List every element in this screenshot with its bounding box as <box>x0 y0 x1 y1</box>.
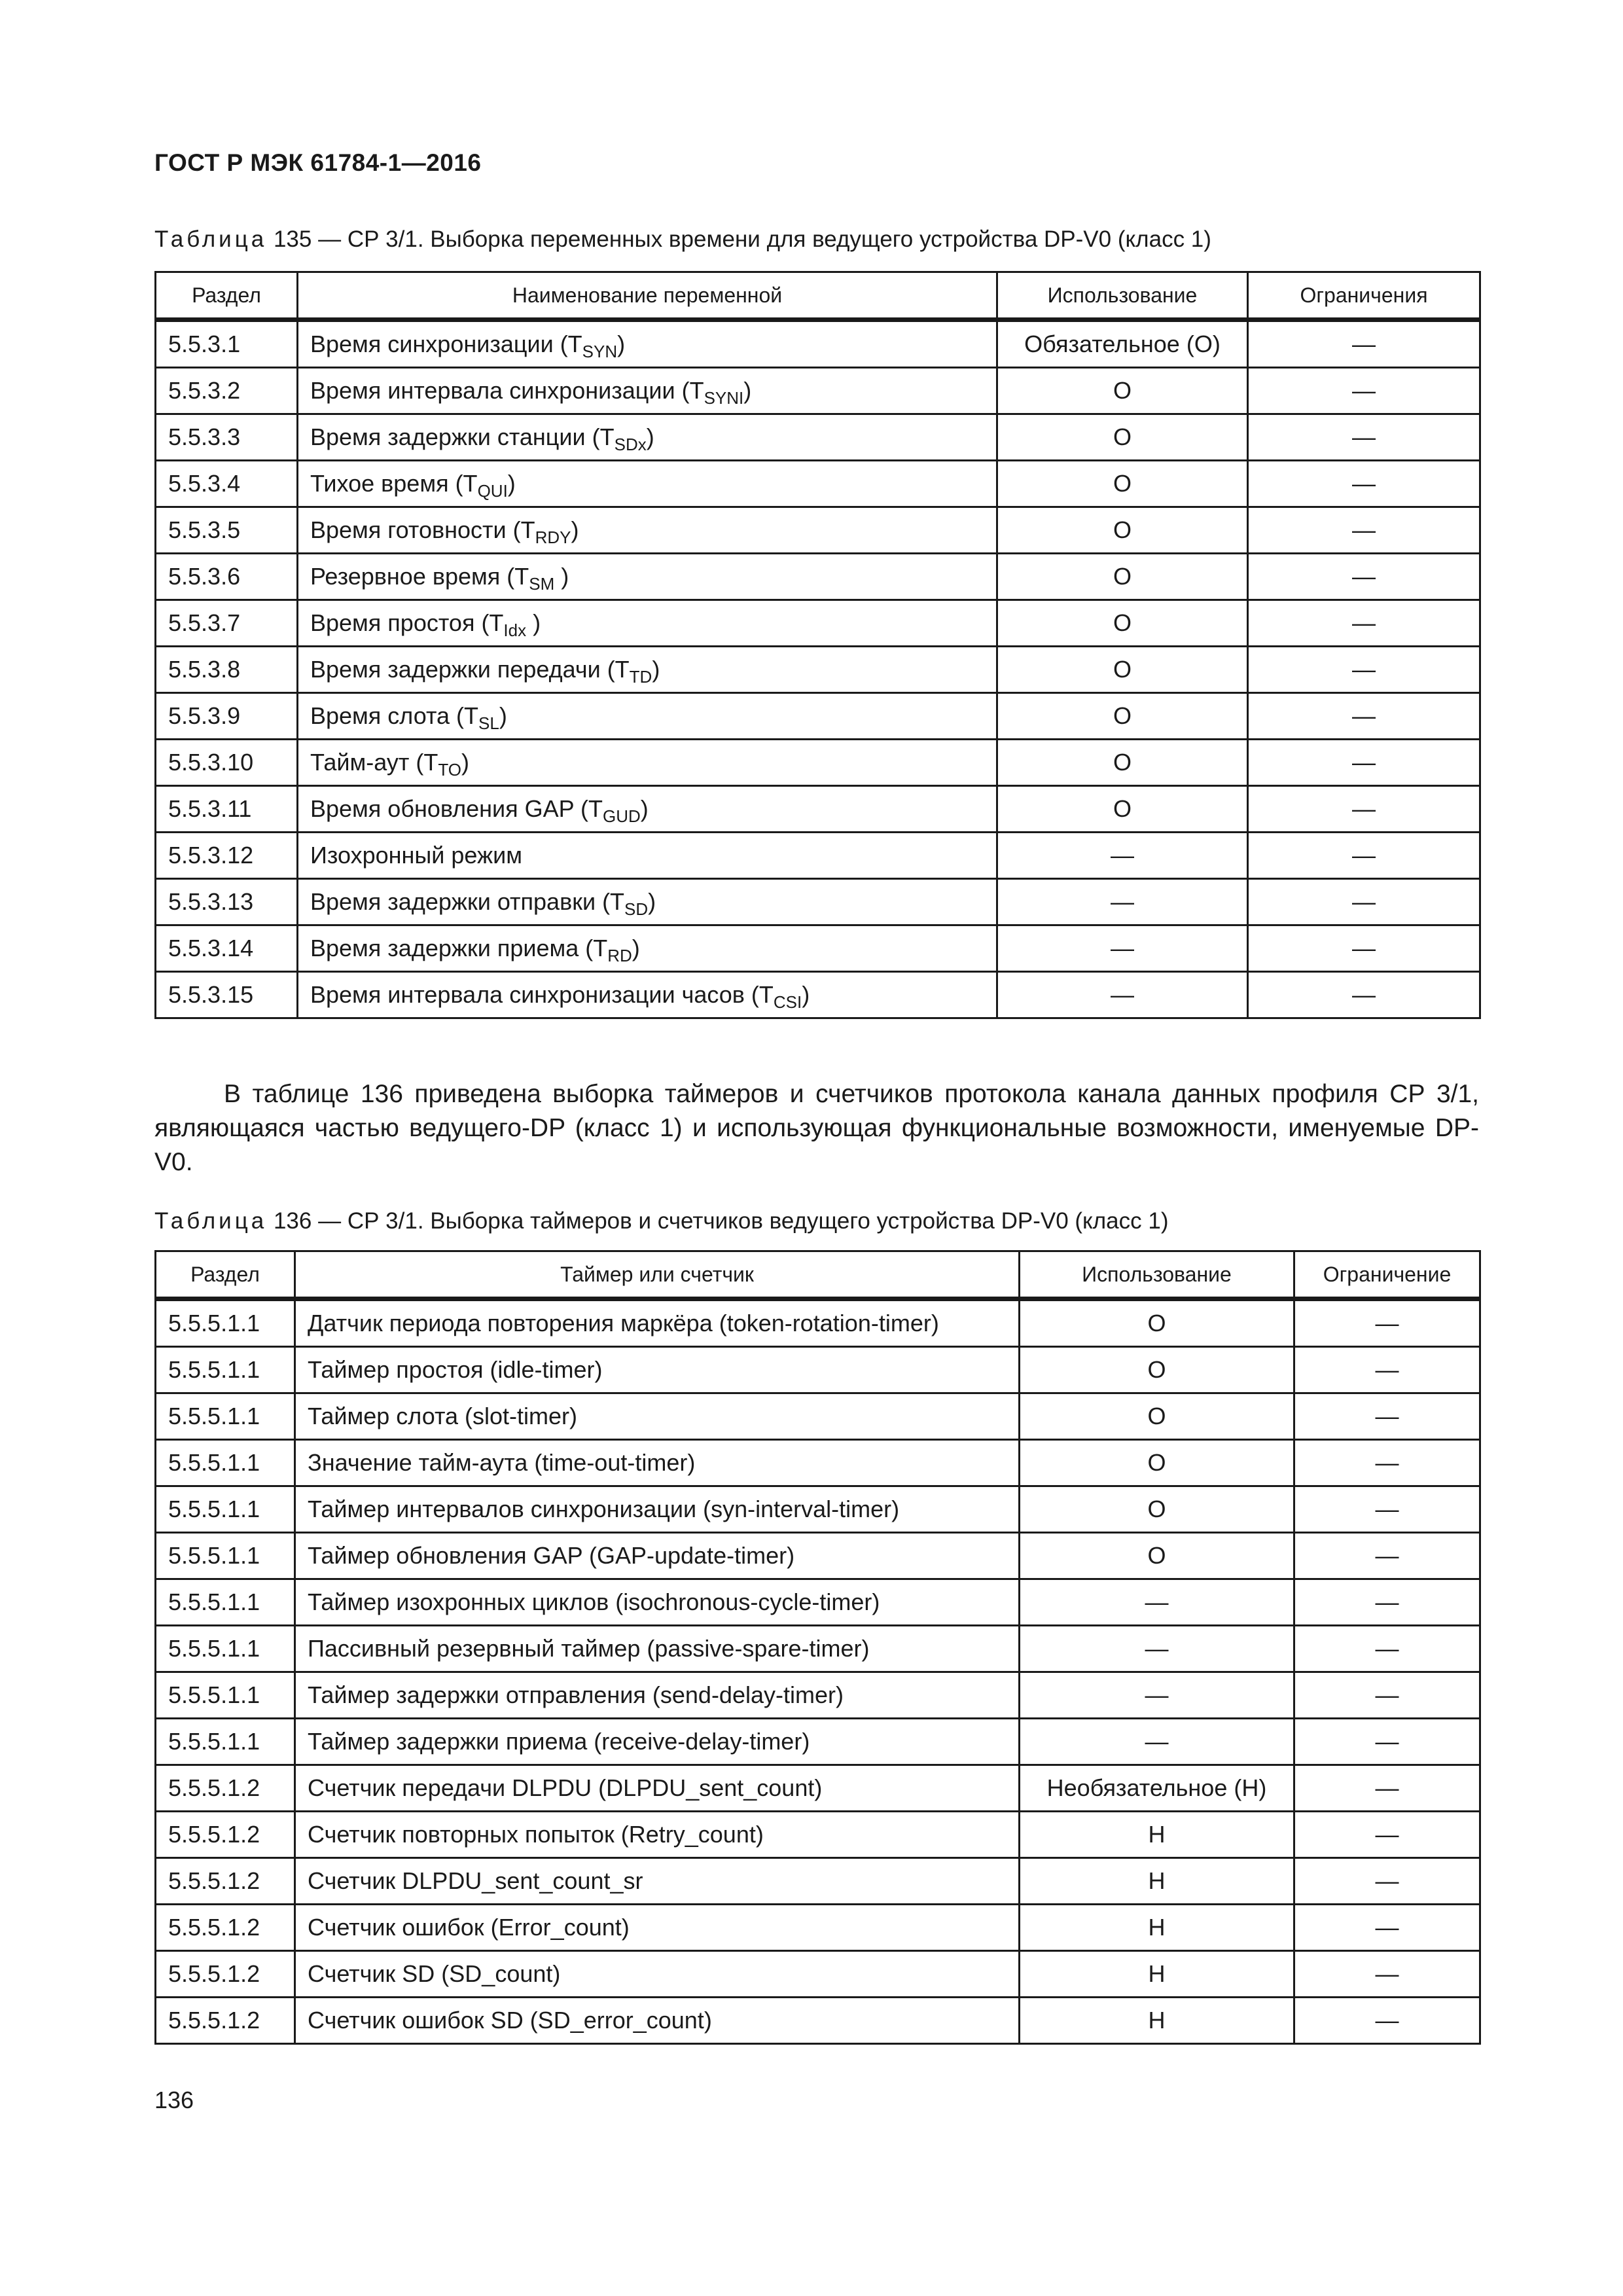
cell-name: Пассивный резервный таймер (passive-spare-timer) <box>295 1626 1020 1672</box>
cell-limit: — <box>1248 320 1480 368</box>
table-row <box>156 507 1480 554</box>
column-header-section: Раздел <box>156 272 298 320</box>
table-row <box>156 1812 1480 1858</box>
table-row <box>156 740 1480 786</box>
variable-name-suffix: ) <box>743 377 752 404</box>
cell-limit: — <box>1294 1812 1480 1858</box>
cell-section: 5.5.5.1.1 <box>156 1486 295 1533</box>
cell-limit: — <box>1248 554 1480 600</box>
cell-section: 5.5.3.14 <box>156 925 298 972</box>
cell-usage: Н <box>1020 1905 1294 1951</box>
cell-limit: — <box>1294 1951 1480 1998</box>
cell-name: Счетчик передачи DLPDU (DLPDU_sent_count) <box>295 1765 1020 1812</box>
cell-usage: О <box>1020 1299 1294 1347</box>
cell-section: 5.5.3.7 <box>156 600 298 647</box>
cell-section: 5.5.5.1.1 <box>156 1626 295 1672</box>
cell-name: Значение тайм-аута (time-out-timer) <box>295 1440 1020 1486</box>
table-row <box>156 1486 1480 1533</box>
cell-section: 5.5.5.1.2 <box>156 1858 295 1905</box>
variable-name-text: Время задержки передачи (T <box>310 656 630 683</box>
table-row <box>156 1299 1480 1347</box>
table-row <box>156 879 1480 925</box>
variable-name-text: Тихое время (T <box>310 470 478 497</box>
cell-usage: Н <box>1020 1998 1294 2044</box>
cell-limit: — <box>1248 693 1480 740</box>
cell-limit: — <box>1294 1299 1480 1347</box>
table-row <box>156 693 1480 740</box>
variable-name-text: Время задержки приема (T <box>310 935 608 961</box>
table-row <box>156 600 1480 647</box>
cell-limit: — <box>1248 414 1480 461</box>
cell-limit: — <box>1294 1719 1480 1765</box>
cell-name: Счетчик ошибок SD (SD_error_count) <box>295 1998 1020 2044</box>
variable-name-suffix: ) <box>802 981 810 1008</box>
caption-label: Таблица <box>154 1208 268 1234</box>
body-paragraph: В таблице 136 приведена выборка таймеров и счетчиков протокола канала данных профиля СР 3/1, являющаяся частью ведущего-DP (класс 1) и использующая функциональные возможности, именуемые DP-V0. <box>154 1080 1479 1176</box>
column-header-limit: Ограничение <box>1294 1251 1480 1299</box>
cell-name <box>298 693 997 740</box>
cell-limit: — <box>1294 1626 1480 1672</box>
cell-usage: О <box>1020 1347 1294 1393</box>
cell-section: 5.5.3.8 <box>156 647 298 693</box>
variable-name-suffix: ) <box>554 563 569 590</box>
variable-name-suffix: ) <box>499 702 507 729</box>
variable-name-suffix: ) <box>571 516 579 543</box>
cell-name <box>298 507 997 554</box>
cell-name: Датчик периода повторения маркёра (token-rotation-timer) <box>295 1299 1020 1347</box>
cell-limit: — <box>1294 1347 1480 1393</box>
cell-usage: О <box>997 554 1248 600</box>
cell-name <box>298 972 997 1018</box>
variable-name-text: Время обновления GAP (T <box>310 795 603 822</box>
table-136-caption <box>154 1208 1168 1234</box>
cell-usage: — <box>997 972 1248 1018</box>
cell-limit: — <box>1248 925 1480 972</box>
table-row <box>156 1533 1480 1579</box>
cell-name: Таймер изохронных циклов (isochronous-cycle-timer) <box>295 1579 1020 1626</box>
cell-limit: — <box>1294 1486 1480 1533</box>
cell-section: 5.5.5.1.2 <box>156 1951 295 1998</box>
variable-subscript: CSI <box>773 992 802 1012</box>
cell-section: 5.5.5.1.1 <box>156 1299 295 1347</box>
cell-section: 5.5.5.1.1 <box>156 1393 295 1440</box>
table-135 <box>154 271 1481 1019</box>
table-header-row <box>156 1251 1480 1299</box>
variable-name-text: Время готовности (T <box>310 516 535 543</box>
cell-section: 5.5.3.15 <box>156 972 298 1018</box>
cell-usage: О <box>1020 1486 1294 1533</box>
cell-name <box>298 414 997 461</box>
caption-text: 135 — СР 3/1. Выборка переменных времени для ведущего устройства DP-V0 (класс 1) <box>273 226 1211 252</box>
variable-name-suffix: ) <box>507 470 516 497</box>
variable-subscript: SM <box>529 574 555 594</box>
table-135-body <box>156 320 1480 1018</box>
cell-limit: — <box>1248 833 1480 879</box>
cell-usage: — <box>1020 1579 1294 1626</box>
variable-name-suffix: ) <box>652 656 660 683</box>
table-row <box>156 972 1480 1018</box>
cell-section: 5.5.3.9 <box>156 693 298 740</box>
cell-name <box>298 786 997 833</box>
table-row <box>156 1905 1480 1951</box>
cell-name: Таймер интервалов синхронизации (syn-interval-timer) <box>295 1486 1020 1533</box>
cell-name: Таймер задержки отправления (send-delay-timer) <box>295 1672 1020 1719</box>
cell-section: 5.5.5.1.1 <box>156 1672 295 1719</box>
cell-limit: — <box>1248 461 1480 507</box>
table-136-body <box>156 1299 1480 2044</box>
cell-limit: — <box>1294 1440 1480 1486</box>
cell-usage: О <box>997 786 1248 833</box>
column-header-name: Таймер или счетчик <box>295 1251 1020 1299</box>
column-header-usage: Использование <box>1020 1251 1294 1299</box>
cell-usage: — <box>1020 1719 1294 1765</box>
cell-section: 5.5.3.13 <box>156 879 298 925</box>
cell-section: 5.5.3.6 <box>156 554 298 600</box>
table-row <box>156 368 1480 414</box>
cell-limit: — <box>1248 600 1480 647</box>
variable-name-text: Изохронный режим <box>310 842 522 869</box>
cell-section: 5.5.3.11 <box>156 786 298 833</box>
table-row <box>156 1579 1480 1626</box>
cell-limit: — <box>1248 740 1480 786</box>
table-header-row <box>156 272 1480 320</box>
table-row <box>156 1998 1480 2044</box>
variable-name-text: Время простоя (T <box>310 609 504 636</box>
variable-name-text: Время задержки станции (T <box>310 423 615 450</box>
cell-section: 5.5.3.2 <box>156 368 298 414</box>
variable-name-text: Тайм-аут (T <box>310 749 438 776</box>
cell-limit: — <box>1294 1672 1480 1719</box>
table-row <box>156 1858 1480 1905</box>
table-row <box>156 554 1480 600</box>
variable-name-suffix: ) <box>640 795 649 822</box>
page-number: 136 <box>154 2087 194 2113</box>
cell-name <box>298 461 997 507</box>
cell-usage: О <box>997 368 1248 414</box>
cell-usage: Необязательное (Н) <box>1020 1765 1294 1812</box>
variable-name-suffix: ) <box>648 888 656 915</box>
variable-name-text: Время интервала синхронизации (T <box>310 377 704 404</box>
cell-name <box>298 320 997 368</box>
caption-text: 136 — СР 3/1. Выборка таймеров и счетчиков ведущего устройства DP-V0 (класс 1) <box>273 1208 1169 1234</box>
column-header-usage: Использование <box>997 272 1248 320</box>
table-row <box>156 1347 1480 1393</box>
cell-section: 5.5.3.10 <box>156 740 298 786</box>
cell-limit: — <box>1248 507 1480 554</box>
variable-name-text: Время синхронизации (T <box>310 331 582 357</box>
variable-name-text: Время интервала синхронизации часов (T <box>310 981 774 1008</box>
cell-section: 5.5.3.5 <box>156 507 298 554</box>
cell-name <box>298 554 997 600</box>
table-row <box>156 320 1480 368</box>
cell-section: 5.5.3.1 <box>156 320 298 368</box>
cell-usage: О <box>997 507 1248 554</box>
table-row <box>156 1951 1480 1998</box>
cell-usage: О <box>997 647 1248 693</box>
cell-section: 5.5.5.1.1 <box>156 1347 295 1393</box>
cell-limit: — <box>1294 1858 1480 1905</box>
table-row <box>156 1440 1480 1486</box>
table-row <box>156 461 1480 507</box>
cell-section: 5.5.5.1.2 <box>156 1812 295 1858</box>
cell-usage: — <box>997 879 1248 925</box>
cell-name: Таймер обновления GAP (GAP-update-timer) <box>295 1533 1020 1579</box>
cell-section: 5.5.5.1.1 <box>156 1719 295 1765</box>
cell-usage: — <box>997 925 1248 972</box>
cell-section: 5.5.3.3 <box>156 414 298 461</box>
cell-limit: — <box>1248 647 1480 693</box>
cell-limit: — <box>1248 368 1480 414</box>
table-row <box>156 647 1480 693</box>
cell-usage: — <box>1020 1672 1294 1719</box>
cell-name <box>298 833 997 879</box>
table-row <box>156 414 1480 461</box>
variable-name-suffix: ) <box>646 423 654 450</box>
cell-usage: О <box>997 740 1248 786</box>
cell-section: 5.5.5.1.1 <box>156 1579 295 1626</box>
table-row <box>156 1626 1480 1672</box>
cell-usage: О <box>1020 1393 1294 1440</box>
variable-subscript: SD <box>624 899 649 919</box>
variable-subscript: SYN <box>582 342 618 361</box>
table-row <box>156 1765 1480 1812</box>
variable-subscript: RDY <box>535 528 571 547</box>
variable-subscript: SYNI <box>704 388 744 408</box>
variable-subscript: SDx <box>614 435 647 454</box>
table-row <box>156 786 1480 833</box>
cell-section: 5.5.3.12 <box>156 833 298 879</box>
cell-name <box>298 925 997 972</box>
cell-usage: Н <box>1020 1951 1294 1998</box>
column-header-section: Раздел <box>156 1251 295 1299</box>
variable-subscript: RD <box>607 946 632 965</box>
cell-limit: — <box>1294 1579 1480 1626</box>
cell-limit: — <box>1248 786 1480 833</box>
cell-usage: О <box>1020 1533 1294 1579</box>
variable-name-suffix: ) <box>617 331 626 357</box>
column-header-limit: Ограничения <box>1248 272 1480 320</box>
cell-section: 5.5.5.1.2 <box>156 1998 295 2044</box>
table-row <box>156 925 1480 972</box>
cell-name <box>298 740 997 786</box>
table-row <box>156 1393 1480 1440</box>
cell-usage: — <box>997 833 1248 879</box>
cell-name: Счетчик ошибок (Error_count) <box>295 1905 1020 1951</box>
cell-usage: Обязательное (О) <box>997 320 1248 368</box>
cell-name <box>298 600 997 647</box>
variable-name-text: Резервное время (T <box>310 563 529 590</box>
cell-usage: О <box>997 461 1248 507</box>
cell-section: 5.5.5.1.2 <box>156 1765 295 1812</box>
cell-section: 5.5.5.1.2 <box>156 1905 295 1951</box>
variable-subscript: GUD <box>603 806 641 826</box>
cell-limit: — <box>1294 1393 1480 1440</box>
cell-limit: — <box>1294 1533 1480 1579</box>
variable-subscript: SL <box>478 713 499 733</box>
cell-usage: Н <box>1020 1812 1294 1858</box>
variable-subscript: TO <box>438 760 461 780</box>
cell-limit: — <box>1294 1905 1480 1951</box>
document-header: ГОСТ Р МЭК 61784-1—2016 <box>154 149 482 176</box>
cell-limit: — <box>1248 972 1480 1018</box>
cell-usage: О <box>1020 1440 1294 1486</box>
cell-usage: О <box>997 414 1248 461</box>
cell-usage: О <box>997 600 1248 647</box>
cell-name <box>298 647 997 693</box>
cell-name: Таймер простоя (idle-timer) <box>295 1347 1020 1393</box>
cell-name: Счетчик повторных попыток (Retry_count) <box>295 1812 1020 1858</box>
cell-usage: — <box>1020 1626 1294 1672</box>
cell-name: Таймер задержки приема (receive-delay-timer) <box>295 1719 1020 1765</box>
table-135-caption <box>154 226 1211 253</box>
cell-usage: Н <box>1020 1858 1294 1905</box>
variable-name-text: Время задержки отправки (T <box>310 888 625 915</box>
cell-name <box>298 368 997 414</box>
column-header-name: Наименование переменной <box>298 272 997 320</box>
caption-label: Таблица <box>154 226 268 252</box>
variable-name-suffix: ) <box>526 609 541 636</box>
table-row <box>156 1672 1480 1719</box>
table-row <box>156 833 1480 879</box>
table-136 <box>154 1250 1481 2045</box>
variable-subscript: TD <box>629 667 652 687</box>
variable-name-suffix: ) <box>632 935 640 961</box>
cell-name: Таймер слота (slot-timer) <box>295 1393 1020 1440</box>
variable-subscript: Idx <box>503 620 527 640</box>
cell-limit: — <box>1248 879 1480 925</box>
cell-name <box>298 879 997 925</box>
cell-limit: — <box>1294 1765 1480 1812</box>
variable-name-text: Время слота (T <box>310 702 479 729</box>
cell-section: 5.5.5.1.1 <box>156 1440 295 1486</box>
cell-usage: О <box>997 693 1248 740</box>
cell-name: Счетчик DLPDU_sent_count_sr <box>295 1858 1020 1905</box>
variable-subscript: QUI <box>477 481 508 501</box>
cell-section: 5.5.3.4 <box>156 461 298 507</box>
cell-name: Счетчик SD (SD_count) <box>295 1951 1020 1998</box>
table-row <box>156 1719 1480 1765</box>
cell-section: 5.5.5.1.1 <box>156 1533 295 1579</box>
variable-name-suffix: ) <box>461 749 469 776</box>
cell-limit: — <box>1294 1998 1480 2044</box>
